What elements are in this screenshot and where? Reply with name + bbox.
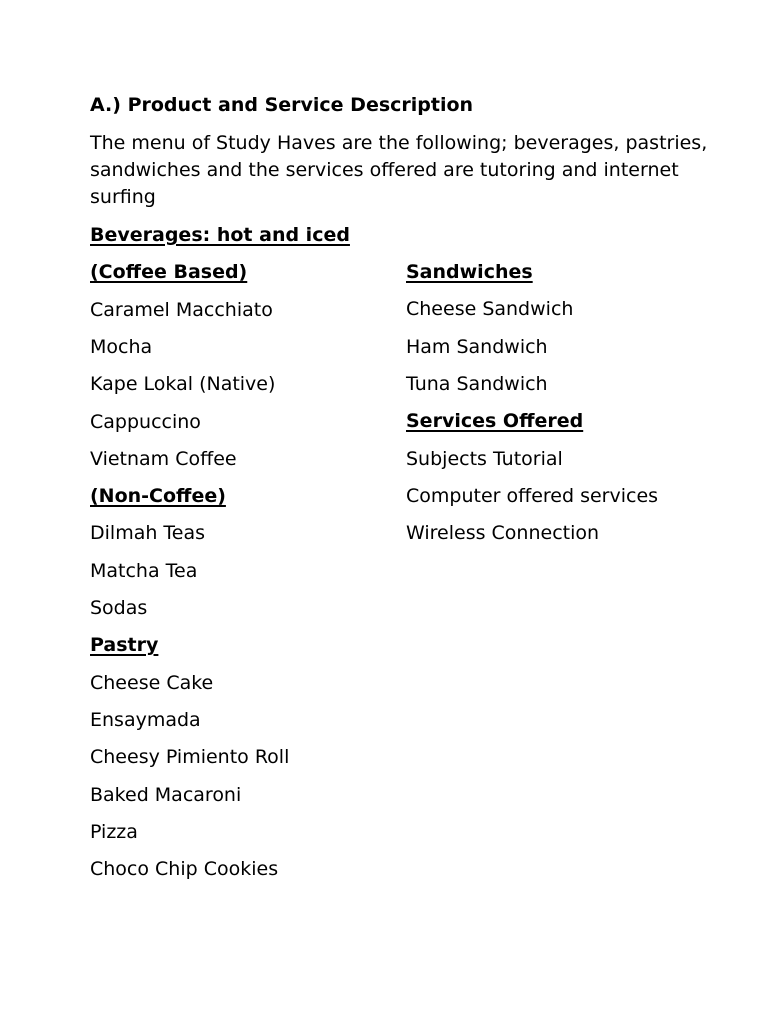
menu-category-heading: Sandwiches	[406, 261, 533, 283]
menu-item: Dilmah Teas	[90, 522, 206, 545]
section-heading: A.) Product and Service Description	[90, 94, 474, 116]
menu-item: Mocha	[90, 335, 153, 358]
menu-item: Matcha Tea	[90, 559, 198, 582]
menu-item: Cheesy Pimiento Roll	[90, 746, 290, 769]
menu-item: Pizza	[90, 820, 138, 843]
menu-item: Tuna Sandwich	[406, 372, 548, 395]
menu-category-heading: Pastry	[90, 634, 159, 657]
menu-category-heading: (Coffee Based)	[90, 261, 248, 284]
menu-item: Ham Sandwich	[406, 335, 548, 358]
menu-category-heading: Services Offered	[406, 410, 584, 433]
menu-item: Vietnam Coffee	[90, 447, 237, 470]
menu-item: Kape Lokal (Native)	[90, 373, 276, 396]
menu-item: Choco Chip Cookies	[90, 858, 279, 881]
intro-line: surfing	[90, 186, 156, 208]
menu-item: Cheese Sandwich	[406, 298, 574, 321]
menu-item: Baked Macaroni	[90, 783, 242, 806]
menu-category-heading: Beverages: hot and iced	[90, 224, 350, 246]
menu-item: Cappuccino	[90, 410, 201, 433]
intro-paragraph	[90, 130, 708, 211]
menu-item: Caramel Macchiato	[90, 298, 273, 321]
intro-line: sandwiches and the services offered are tutoring and internet	[90, 159, 679, 181]
menu-item: Wireless Connection	[406, 522, 600, 545]
menu-item: Cheese Cake	[90, 671, 214, 694]
menu-category-heading: (Non-Coffee)	[90, 485, 226, 508]
intro-line: The menu of Study Haves are the following; beverages, pastries,	[90, 132, 708, 154]
menu-item: Subjects Tutorial	[406, 447, 563, 470]
menu-item: Sodas	[90, 597, 148, 619]
menu-item: Ensaymada	[90, 708, 201, 731]
menu-item: Computer offered services	[406, 484, 659, 507]
